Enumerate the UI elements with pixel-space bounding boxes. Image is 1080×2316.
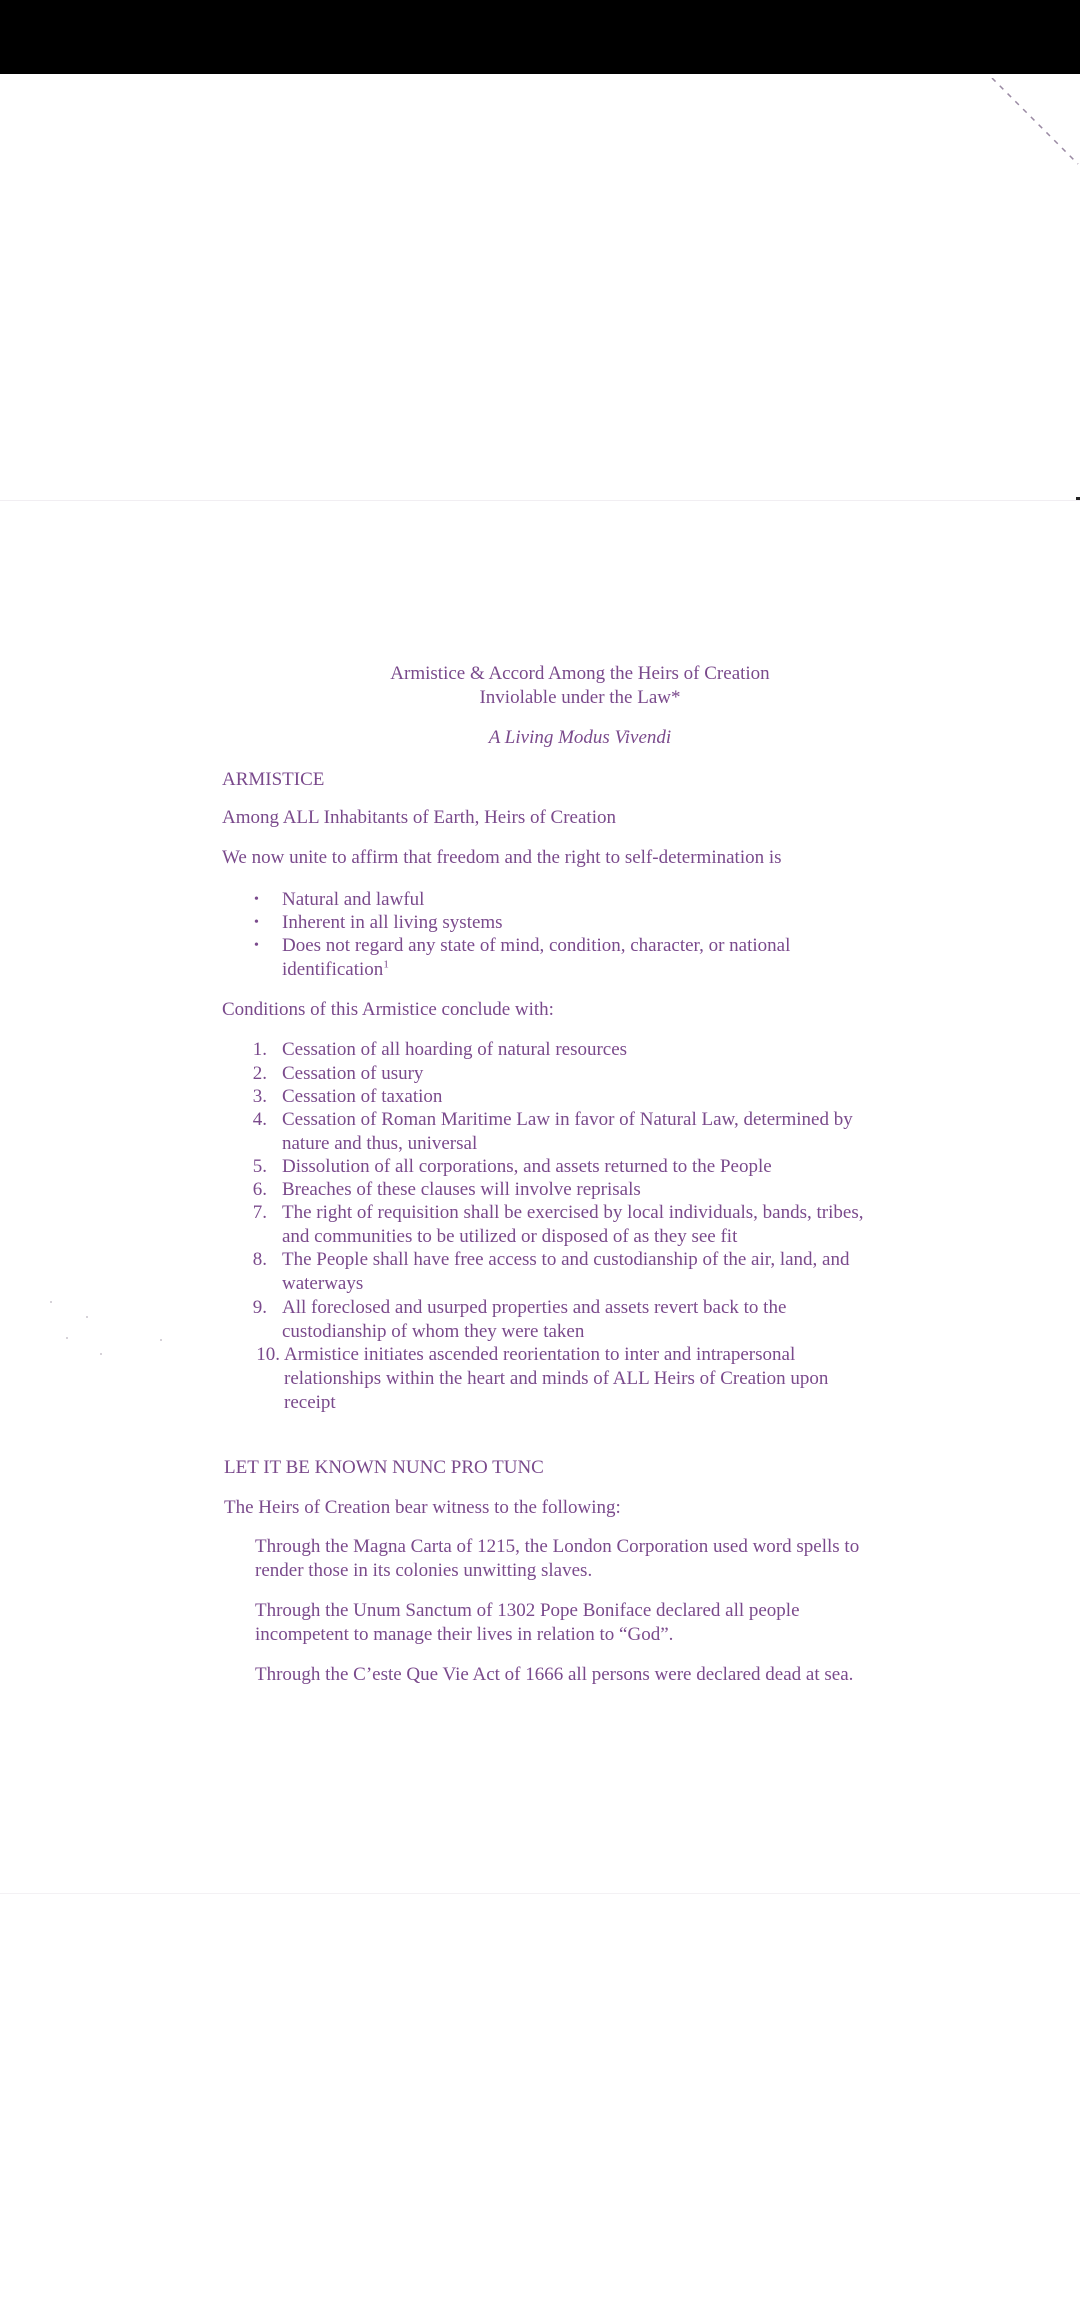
condition-line: Cessation of usury [282, 1063, 424, 1084]
witness-paragraph-line: Through the C’este Que Vie Act of 1666 all persons were declared dead at sea. [255, 1664, 854, 1685]
condition-number: 2. [252, 1063, 267, 1084]
condition-line: All foreclosed and usurped properties and assets revert back to the [282, 1297, 787, 1318]
condition-line: The right of requisition shall be exercised by local individuals, bands, tribes, [282, 1202, 864, 1223]
footnote-marker: 1 [383, 958, 389, 971]
condition-line: relationships within the heart and minds of ALL Heirs of Creation upon [284, 1368, 829, 1389]
condition-line: waterways [282, 1273, 364, 1294]
condition-line: Cessation of Roman Maritime Law in favor of Natural Law, determined by [282, 1109, 853, 1130]
scan-speck [50, 1301, 52, 1303]
condition-line: Armistice initiates ascended reorientation to inter and intrapersonal [284, 1344, 796, 1365]
condition-line: receipt [284, 1392, 336, 1413]
condition-number: 6. [252, 1179, 267, 1200]
page-bottom-edge [0, 1893, 1080, 1894]
condition-line: Cessation of taxation [282, 1086, 443, 1107]
scan-edge-mark [1076, 497, 1080, 500]
title-line-2: Inviolable under the Law* [479, 687, 681, 708]
condition-number: 8. [252, 1249, 267, 1270]
condition-number: 9. [252, 1297, 267, 1318]
scan-speck [100, 1353, 102, 1355]
bullet-item-continuation [282, 958, 389, 982]
witness-paragraph-line: Through the Unum Sanctum of 1302 Pope Boniface declared all people [255, 1600, 800, 1621]
title-line-1: Armistice & Accord Among the Heirs of Creation [390, 663, 770, 684]
nunc-pro-tunc-heading: LET IT BE KNOWN NUNC PRO TUNC [224, 1457, 544, 1478]
condition-line: nature and thus, universal [282, 1133, 478, 1154]
affirm-line: We now unite to affirm that freedom and the right to self-determination is [222, 847, 782, 868]
scan-speck [160, 1339, 162, 1341]
armistice-heading: ARMISTICE [222, 769, 325, 790]
witness-paragraph-line: Through the Magna Carta of 1215, the London Corporation used word spells to [255, 1536, 860, 1557]
condition-number: 7. [252, 1202, 267, 1223]
bullet-item: Natural and lawful [282, 889, 425, 910]
condition-number: 3. [252, 1086, 267, 1107]
condition-number: 1. [252, 1039, 267, 1060]
among-line: Among ALL Inhabitants of Earth, Heirs of Creation [222, 807, 616, 828]
page-top-edge [0, 500, 1080, 501]
bullet-dot: • [254, 938, 259, 953]
bullet-dot: • [254, 915, 259, 930]
condition-line: Breaches of these clauses will involve reprisals [282, 1179, 641, 1200]
condition-line: and communities to be utilized or disposed of as they see fit [282, 1226, 738, 1247]
subtitle: A Living Modus Vivendi [488, 727, 672, 748]
witness-paragraph-line: incompetent to manage their lives in relation to “God”. [255, 1624, 674, 1645]
bullet-item: Does not regard any state of mind, condition, character, or national [282, 935, 791, 956]
scan-speck [66, 1337, 68, 1339]
condition-number: 5. [252, 1156, 267, 1177]
bullet-dot: • [254, 892, 259, 907]
condition-line: Cessation of all hoarding of natural resources [282, 1039, 628, 1060]
witness-intro: The Heirs of Creation bear witness to the following: [224, 1497, 621, 1518]
condition-number: 4. [252, 1109, 267, 1130]
condition-line: custodianship of whom they were taken [282, 1321, 585, 1342]
bullet-item: Inherent in all living systems [282, 912, 503, 933]
condition-line: The People shall have free access to and custodianship of the air, land, and [282, 1249, 850, 1270]
bullet-item-text: identification [282, 959, 384, 980]
corner-fold-mark [990, 78, 1080, 170]
scan-speck [86, 1316, 88, 1318]
conditions-intro: Conditions of this Armistice conclude with: [222, 999, 554, 1020]
top-black-bar [0, 0, 1080, 74]
condition-line: Dissolution of all corporations, and assets returned to the People [282, 1156, 772, 1177]
condition-number: 10. [256, 1344, 280, 1365]
witness-paragraph-line: render those in its colonies unwitting slaves. [255, 1560, 593, 1581]
